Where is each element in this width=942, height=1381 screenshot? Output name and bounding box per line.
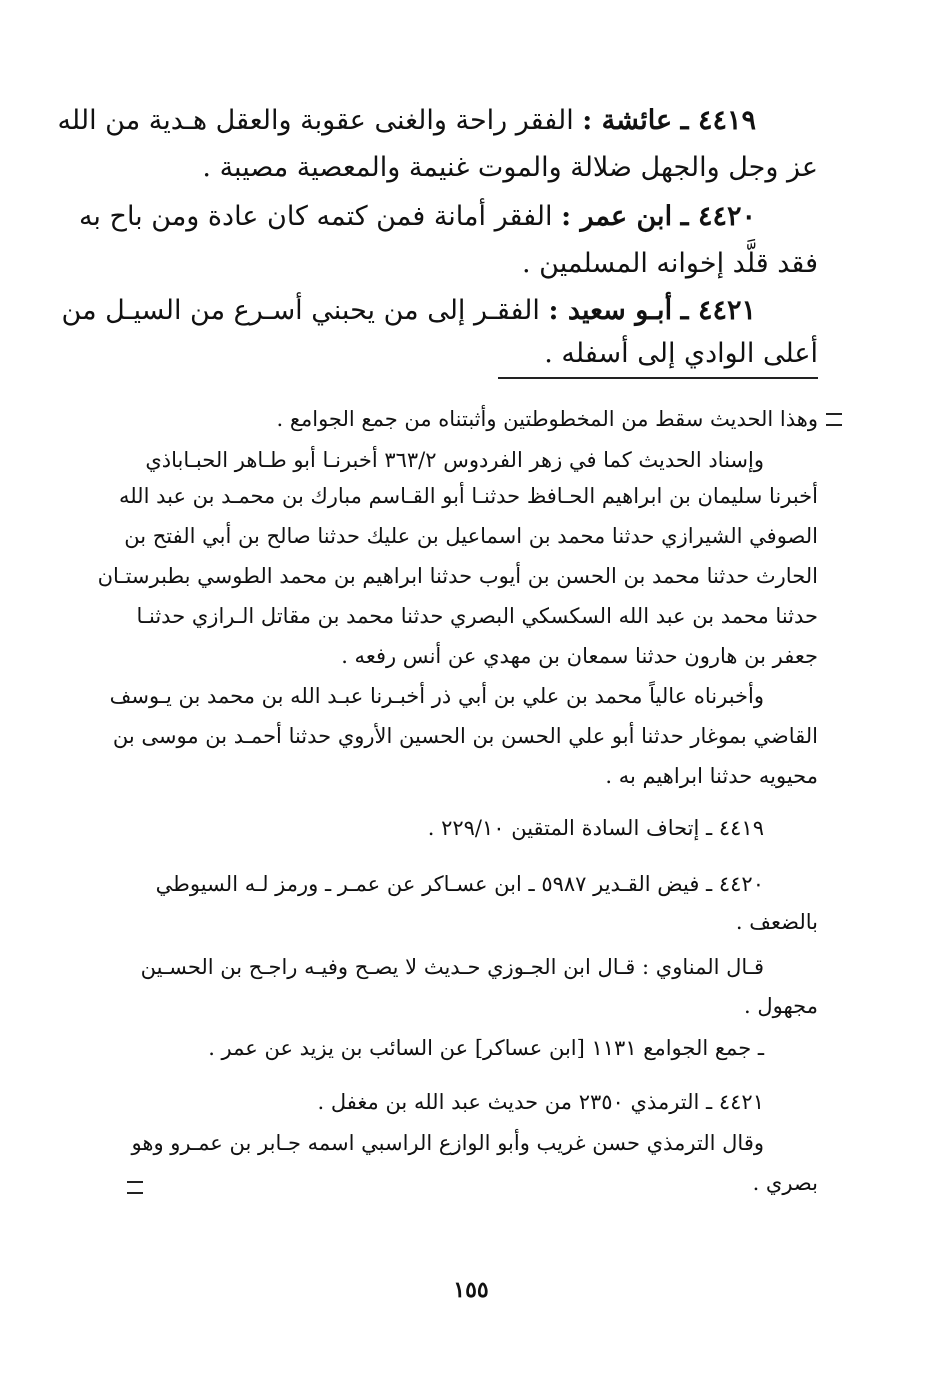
footnote-line: وأخبرناه عالياً محمد بن علي بن أبي ذر أخبـرنا عبـد الله بن محمد بن يـوسف: [109, 684, 764, 708]
entry-text: الفقر راحة والغنى عقوبة والعقل هـدية من الله: [57, 105, 574, 136]
entry-4420-line-1: [79, 201, 756, 232]
entry-number: ٤٤٢١ ـ: [680, 295, 756, 326]
entry-number: ٤٤٢٠ ـ: [680, 201, 756, 232]
entry-4421-line-2: أعلى الوادي إلى أسفله .: [544, 338, 818, 369]
footnote-line: حدثنا محمد بن عبد الله السكسكي البصري حدثنا محمد بن مقاتل الـرازي حدثنـا: [136, 604, 818, 628]
footnote-line: مجهول .: [744, 994, 818, 1018]
footnote-line: وقال الترمذي حسن غريب وأبو الوازع الراسبي اسمه جـابر بن عمـرو وهو: [131, 1131, 764, 1155]
footnote-line: ـ جمع الجوامع ١١٣١ [ابن عساكر] عن السائب بن يزيد عن عمر .: [208, 1036, 764, 1060]
footnote-line: بالضعف .: [735, 910, 818, 934]
footnote-line: ٤٤٢١ ـ الترمذي ٢٣٥٠ من حديث عبد الله بن مغفل .: [317, 1090, 764, 1114]
footnote-line: الصوفي الشيرازي حدثنا محمد بن اسماعيل بن عليك حدثنا صالح بن أبي الفتح بن: [124, 524, 818, 548]
footnote-continuation-mark: [127, 1181, 143, 1194]
footnote-line: وإسناد الحديث كما في زهر الفردوس ٣٦٣/٢ أخبرنـا أبو طـاهر الحبـاباذي: [145, 448, 764, 472]
footnote-separator: [498, 377, 818, 379]
footnote-line: وهذا الحديث سقط من المخطوطتين وأثبتناه من جمع الجوامع .: [276, 407, 818, 431]
footnote-line: قـال المناوي : قـال ابن الجـوزي حـديث لا يصـح وفيـه راجـح بن الحسـين: [140, 955, 764, 979]
footnote-line: القاضي بموغار حدثنا أبو علي الحسن بن الحسين الأروي حدثنا أحمـد بن موسى بن: [112, 724, 818, 748]
entry-source: ابن عمر :: [561, 201, 673, 232]
footnote-continuation-mark: [826, 413, 842, 426]
page-number: ١٥٥: [453, 1277, 489, 1303]
footnote-line: أخبرنا سليمان بن ابراهيم الحـافظ حدثنـا أبو القـاسم مبارك بن محمـد بن عبد الله: [118, 484, 818, 508]
entry-text: الفقـر إلى من يحبني أسـرع من السيـل من: [61, 295, 540, 326]
entry-4421-line-1: [62, 295, 756, 326]
entry-text: الفقر أمانة فمن كتمه كان عادة ومن باح به: [78, 201, 553, 232]
entry-number: ٤٤١٩ ـ: [680, 105, 756, 136]
footnote-line: ٤٤١٩ ـ إتحاف السادة المتقين ٢٢٩/١٠ .: [427, 816, 764, 840]
footnote-line: محيويه حدثنا ابراهيم به .: [605, 764, 818, 788]
footnote-line: بصري .: [752, 1171, 818, 1195]
entry-4419-line-2: عز وجل والجهل ضلالة والموت غنيمة والمعصية مصيبة .: [202, 152, 818, 183]
entry-source: أبـو سعيد :: [548, 295, 673, 326]
entry-4419-line-1: [57, 105, 756, 136]
footnote-line: الحارث حدثنا محمد بن الحسن بن أيوب حدثنا ابراهيم بن محمد الطوسي بطبرستـان: [97, 564, 818, 588]
entry-source: عائشة :: [582, 105, 673, 136]
footnote-line: ٤٤٢٠ ـ فيض القـدير ٥٩٨٧ ـ ابن عسـاكر عن عمـر ـ ورمز لـه السيوطي: [155, 872, 764, 896]
entry-4420-line-2: فقد قلَّد إخوانه المسلمين .: [522, 248, 818, 279]
footnote-line: جعفر بن هارون حدثنا سمعان بن مهدي عن أنس رفعه .: [341, 644, 818, 668]
